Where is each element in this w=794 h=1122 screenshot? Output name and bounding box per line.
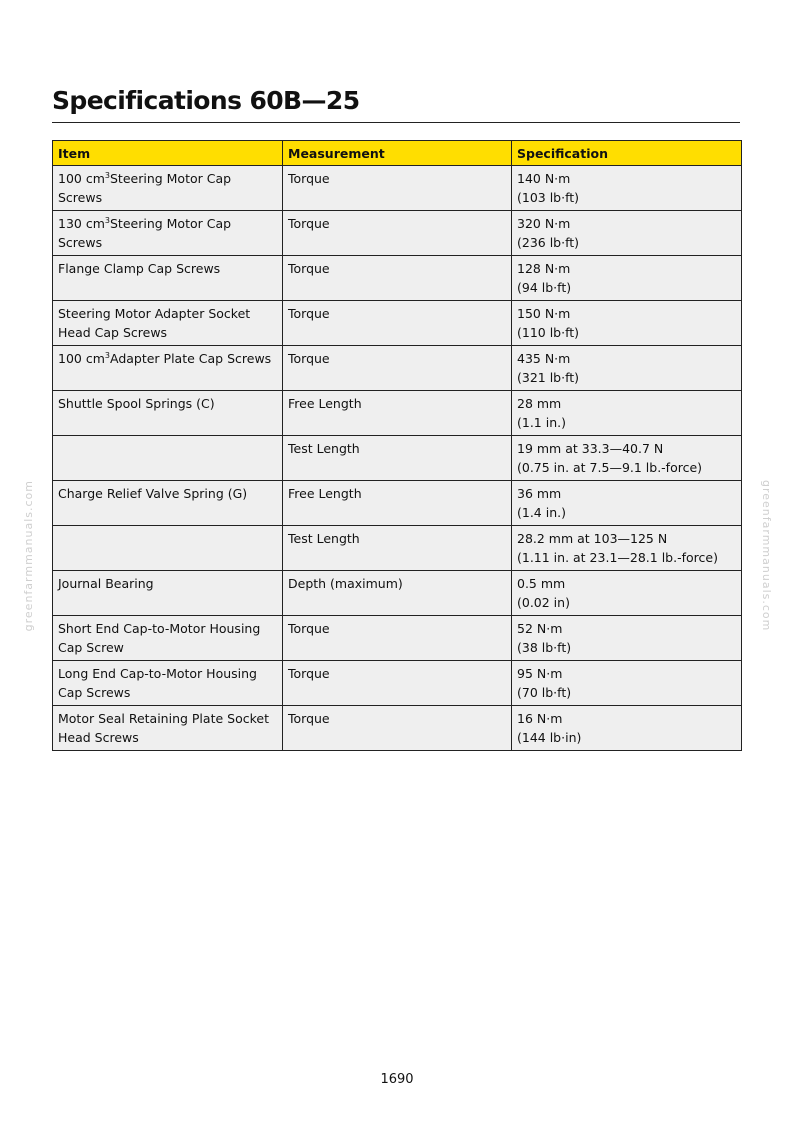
specification-cell — [512, 436, 742, 481]
page-number: 1690 — [380, 1072, 414, 1087]
spec-metric: 435 N·m — [517, 351, 571, 366]
specification-cell — [512, 661, 742, 706]
spec-metric: 320 N·m — [517, 216, 571, 231]
measurement-cell: Torque — [283, 301, 512, 346]
spec-metric: 140 N·m — [517, 171, 571, 186]
item-cell — [53, 526, 283, 571]
item-text: Steering Motor Cap Screws — [58, 216, 232, 250]
item-cell: Flange Clamp Cap Screws — [53, 256, 283, 301]
specification-cell — [512, 571, 742, 616]
table-row — [53, 391, 742, 436]
spec-metric: 150 N·m — [517, 306, 571, 321]
spec-imperial: (0.02 in) — [517, 595, 570, 610]
specification-cell — [512, 706, 742, 751]
specification-cell — [512, 256, 742, 301]
spec-imperial: (94 lb·ft) — [517, 280, 572, 295]
item-cell — [53, 166, 283, 211]
item-superscript: 3 — [104, 171, 110, 180]
spec-imperial: (1.11 in. at 23.1—28.1 lb.-force) — [517, 550, 718, 565]
item-cell: Short End Cap-to-Motor Housing Cap Screw — [53, 616, 283, 661]
title-divider — [52, 122, 740, 123]
table-row — [53, 706, 742, 751]
specification-cell — [512, 616, 742, 661]
measurement-cell: Free Length — [283, 391, 512, 436]
specifications-table — [52, 140, 742, 751]
spec-imperial: (0.75 in. at 7.5—9.1 lb.-force) — [517, 460, 703, 475]
spec-imperial: (103 lb·ft) — [517, 190, 580, 205]
measurement-cell: Torque — [283, 661, 512, 706]
spec-metric: 36 mm — [517, 486, 562, 501]
item-superscript: 3 — [104, 351, 110, 360]
specification-cell — [512, 211, 742, 256]
item-cell: Motor Seal Retaining Plate Socket Head Screws — [53, 706, 283, 751]
measurement-cell: Torque — [283, 211, 512, 256]
watermark-right: greenfarmmanuals.com — [760, 480, 773, 632]
item-text: 100 cm — [58, 351, 105, 366]
table-row — [53, 211, 742, 256]
table-row — [53, 436, 742, 481]
table-row — [53, 661, 742, 706]
spec-metric: 28 mm — [517, 396, 562, 411]
specification-cell — [512, 346, 742, 391]
spec-imperial: (1.1 in.) — [517, 415, 566, 430]
item-cell — [53, 436, 283, 481]
spec-metric: 95 N·m — [517, 666, 563, 681]
measurement-cell: Depth (maximum) — [283, 571, 512, 616]
spec-metric: 28.2 mm at 103—125 N — [517, 531, 668, 546]
measurement-cell: Free Length — [283, 481, 512, 526]
spec-imperial: (70 lb·ft) — [517, 685, 572, 700]
watermark-left: greenfarmmanuals.com — [22, 480, 35, 632]
page-title: Specifications 60B—25 — [52, 86, 360, 115]
measurement-cell: Torque — [283, 616, 512, 661]
measurement-cell: Torque — [283, 706, 512, 751]
measurement-cell: Test Length — [283, 436, 512, 481]
table-row — [53, 256, 742, 301]
item-text: Adapter Plate Cap Screws — [109, 351, 272, 366]
spec-imperial: (1.4 in.) — [517, 505, 566, 520]
measurement-cell: Torque — [283, 166, 512, 211]
item-cell: Journal Bearing — [53, 571, 283, 616]
spec-imperial: (321 lb·ft) — [517, 370, 580, 385]
table-header-row — [53, 141, 742, 166]
specification-cell — [512, 391, 742, 436]
specification-cell — [512, 526, 742, 571]
specification-cell — [512, 481, 742, 526]
item-cell: Steering Motor Adapter Socket Head Cap Screws — [53, 301, 283, 346]
table-row — [53, 526, 742, 571]
measurement-cell: Torque — [283, 256, 512, 301]
spec-imperial: (38 lb·ft) — [517, 640, 572, 655]
spec-imperial: (236 lb·ft) — [517, 235, 580, 250]
item-cell — [53, 211, 283, 256]
measurement-cell: Torque — [283, 346, 512, 391]
item-cell: Long End Cap-to-Motor Housing Cap Screws — [53, 661, 283, 706]
table-row — [53, 571, 742, 616]
header-measurement: Measurement — [283, 141, 512, 166]
spec-imperial: (110 lb·ft) — [517, 325, 580, 340]
spec-metric: 52 N·m — [517, 621, 563, 636]
spec-metric: 128 N·m — [517, 261, 571, 276]
specification-cell — [512, 166, 742, 211]
item-cell — [53, 346, 283, 391]
spec-metric: 16 N·m — [517, 711, 563, 726]
item-superscript: 3 — [104, 216, 110, 225]
item-text: 100 cm — [58, 171, 105, 186]
item-text: Steering Motor Cap Screws — [58, 171, 232, 205]
table-row — [53, 166, 742, 211]
spec-imperial: (144 lb·in) — [517, 730, 582, 745]
specification-cell — [512, 301, 742, 346]
header-specification: Specification — [512, 141, 742, 166]
measurement-cell: Test Length — [283, 526, 512, 571]
table-row — [53, 616, 742, 661]
table-row — [53, 346, 742, 391]
table-row — [53, 301, 742, 346]
spec-metric: 19 mm at 33.3—40.7 N — [517, 441, 664, 456]
item-text: 130 cm — [58, 216, 105, 231]
item-cell: Charge Relief Valve Spring (G) — [53, 481, 283, 526]
table-row — [53, 481, 742, 526]
header-item: Item — [53, 141, 283, 166]
spec-metric: 0.5 mm — [517, 576, 566, 591]
item-cell: Shuttle Spool Springs (C) — [53, 391, 283, 436]
